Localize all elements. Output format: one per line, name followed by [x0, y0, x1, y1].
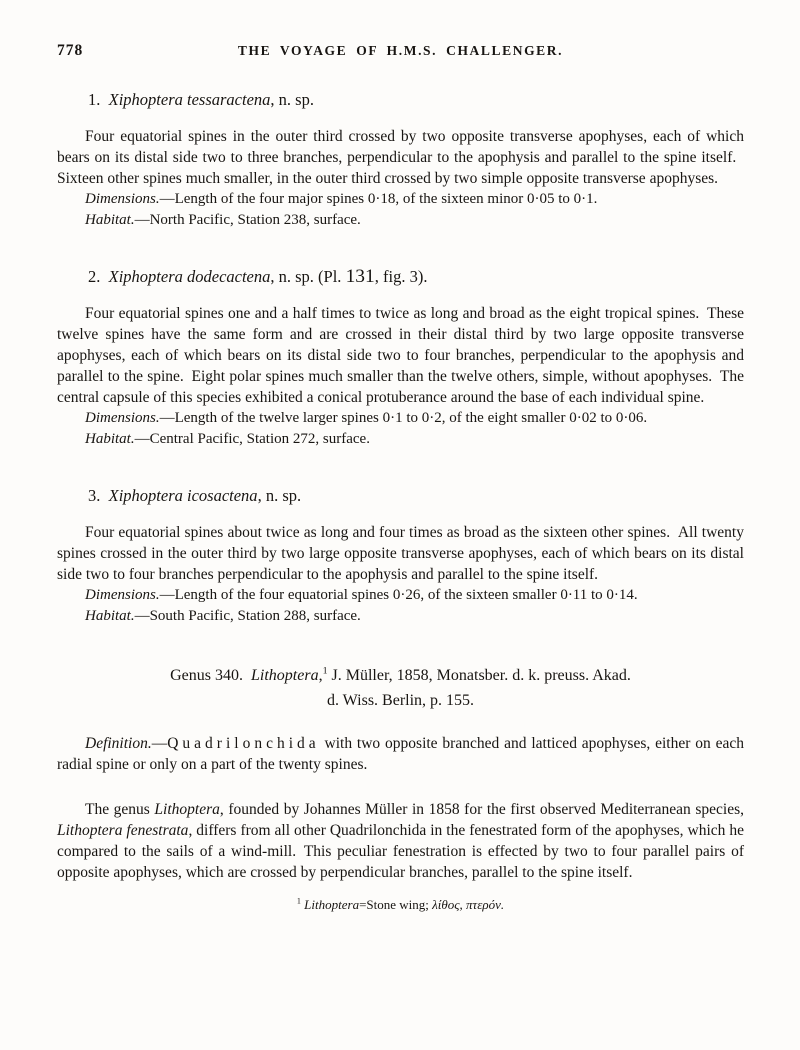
species-section-2: [57, 267, 744, 450]
species-1-habitat: Habitat.—North Pacific, Station 238, surface.: [85, 212, 361, 228]
species-section-3: [57, 486, 744, 627]
species-1-heading: 1. Xiphoptera tessaractena, n. sp.: [88, 90, 314, 109]
species-1-description: Four equatorial spines in the outer third crossed by two opposite transverse apophyses, each of which bears on its distal side two to three branches, perpendicular to the apophysis and parallel to the spine itself. Sixteen other spines much smaller, in the outer third crossed by two simple opposite transverse apophyses.: [57, 128, 744, 187]
species-2-habitat: Habitat.—Central Pacific, Station 272, surface.: [85, 431, 370, 447]
species-2-heading: 2. Xiphoptera dodecactena, n. sp. (Pl. 131, fig. 3).: [88, 266, 428, 287]
species-section-1: [57, 90, 744, 231]
species-2-description: Four equatorial spines one and a half times to twice as long and broad as the eight tropical spines. These twelve spines have the same form and are crossed in their distal third by two large opposite transverse apophyses, each of which bears on its distal side two to four branches, perpendicular to the apophysis and parallel to the spine. Eight polar spines much smaller than the twelve others, simple, without apophyses. The central capsule of this species exhibited a conical protuberance around the base of each individual spine.: [57, 305, 744, 406]
genus-heading: [57, 663, 744, 713]
genus-description: The genus Lithoptera, founded by Johannes Müller in 1858 for the first observed Mediterranean species, Lithoptera fenestrata, differs from all other Quadrilonchida in the fenestrated form of the apophyses, which he compared to the sails of a wind-mill. This peculiar fenestration is effected by two to four parallel pairs of opposite apophyses, which are crossed by perpendicular branches, parallel to the spine itself.: [57, 801, 744, 881]
species-3-heading: 3. Xiphoptera icosactena, n. sp.: [88, 486, 302, 505]
species-3-habitat: Habitat.—South Pacific, Station 288, surface.: [85, 608, 361, 624]
footnote: $^1$ Lithoptera=Stone wing; λίθος, πτερόν.: [296, 896, 505, 912]
page-number: 778: [57, 42, 84, 59]
running-title: THE VOYAGE OF H.M.S. CHALLENGER.: [237, 43, 564, 58]
genus-definition: Definition.—Quadrilonchida with two opposite branched and latticed apophyses, either on each radial spine or only on a part of the twenty spines.: [57, 735, 744, 773]
species-3-description: Four equatorial spines about twice as long and four times as broad as the sixteen other spines. All twenty spines crossed in the outer third by two large opposite transverse apophyses, each of which bears on its distal side two to four branches perpendicular to the apophysis and parallel to the spine itself.: [57, 524, 744, 583]
species-2-dimensions: Dimensions.—Length of the twelve larger spines 0·1 to 0·2, of the eight smaller 0·02 to 0·06.: [85, 410, 648, 426]
genus-heading-line-1: Genus 340. Lithoptera,$^1$ J. Müller, 1858, Monatsber. d. k. preuss. Akad.: [170, 665, 631, 684]
genus-heading-line-2: d. Wiss. Berlin, p. 155.: [326, 692, 475, 709]
species-3-dimensions: Dimensions.—Length of the four equatorial spines 0·26, of the sixteen smaller 0·11 to 0·14.: [85, 587, 638, 603]
species-1-dimensions: Dimensions.—Length of the four major spines 0·18, of the sixteen minor 0·05 to 0·1.: [85, 191, 598, 207]
page-header: [57, 42, 744, 60]
genus-section: [57, 663, 744, 883]
